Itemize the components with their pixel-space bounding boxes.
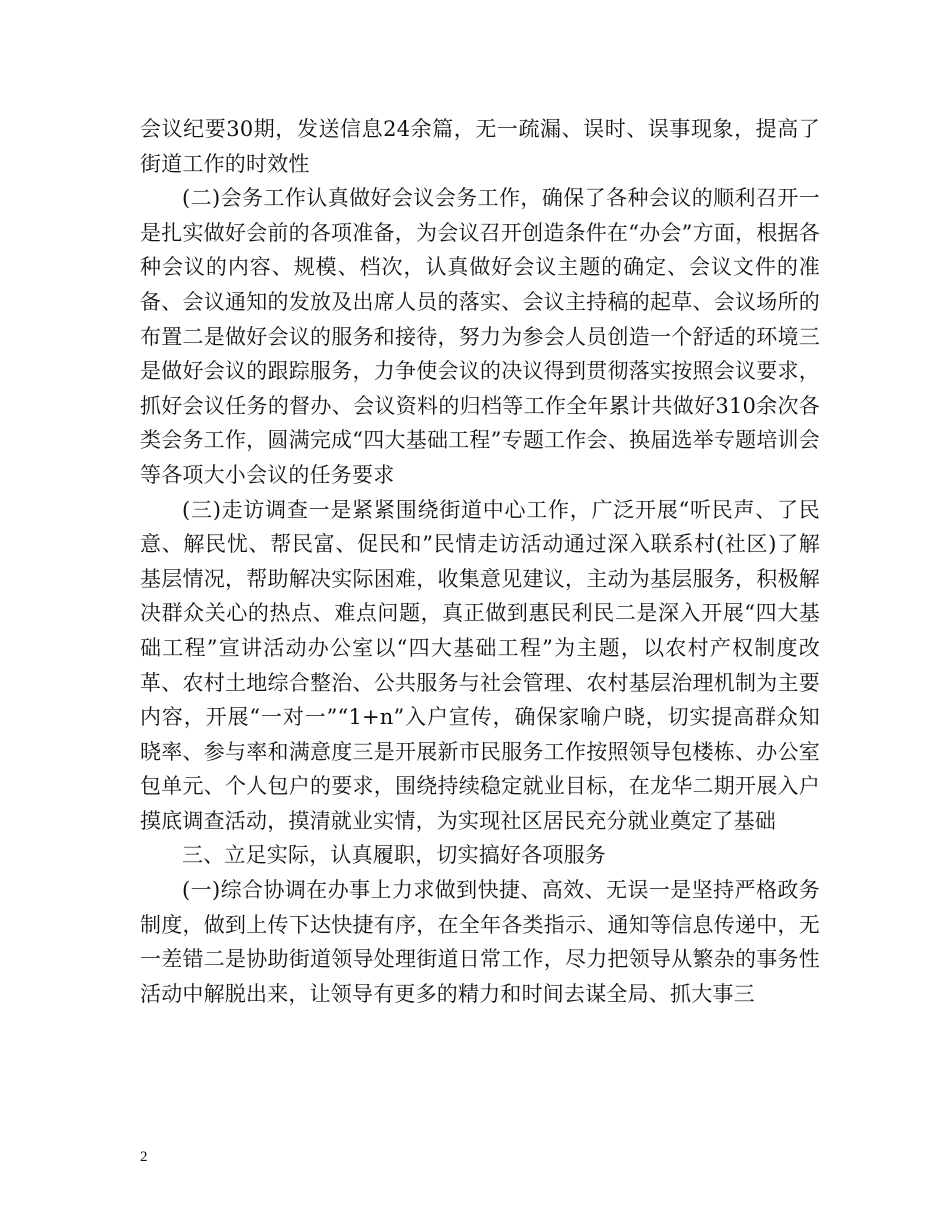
paragraph-coordination: (一)综合协调在办事上力求做到快捷、高效、无误一是坚持严格政务制度，做到上传下达快捷有序，在全年各类指示、通知等信息传递中，无一差错二是协助街道领导处理街道日常工作，尽力把领导从繁杂的事务性活动中解脱出来，让领导有更多的精力和时间去谋全局、抓大事三 (140, 878, 820, 1006)
paragraph-visit-survey: (三)走访调查一是紧紧围绕街道中心工作，广泛开展“听民声、了民意、解民忧、帮民富、促民和”民情走访活动通过深入联系村(社区)了解基层情况，帮助解决实际困难，收集意见建议，主动为基层服务，积极解决群众关心的热点、难点问题，真正做到惠民利民二是深入开展“四大基础工程”宣讲活动办公室以“四大基础工程”为主题，以农村产权制度改革、农村土地综合整治、公共服务与社会管理、农村基层治理机制为主要内容，开展“一对一”“1+n”入户宣传，确保家喻户晓，切实提高群众知晓率、参与率和满意度三是开展新市民服务工作按照领导包楼栋、办公室包单元、个人包户的要求，围绕持续稳定就业目标，在龙华二期开展入户摸底调查活动，摸清就业实情，为实现社区居民充分就业奠定了基础 (140, 497, 820, 833)
section-heading-services: 三、立足实际，认真履职，切实搞好各项服务 (182, 843, 606, 868)
document-body (140, 112, 820, 1011)
paragraph-meeting-minutes: 会议纪要30期，发送信息24余篇，无一疏漏、误时、误事现象，提高了街道工作的时效性 (140, 117, 820, 176)
paragraph-meeting-services: (二)会务工作认真做好会议会务工作，确保了各种会议的顺利召开一是扎实做好会前的各项准备，为会议召开创造条件在“办会”方面，根据各种会议的内容、规模、档次，认真做好会议主题的确定、会议文件的准备、会议通知的发放及出席人员的落实、会议主持稿的起草、会议场所的布置二是做好会议的服务和接待，努力为参会人员创造一个舒适的环境三是做好会议的跟踪服务，力争使会议的决议得到贯彻落实按照会议要求，抓好会议任务的督办、会议资料的归档等工作全年累计共做好310余次各类会务工作，圆满完成“四大基础工程”专题工作会、换届选举专题培训会等各项大小会议的任务要求 (140, 186, 820, 487)
page-number: 2 (140, 1149, 148, 1165)
